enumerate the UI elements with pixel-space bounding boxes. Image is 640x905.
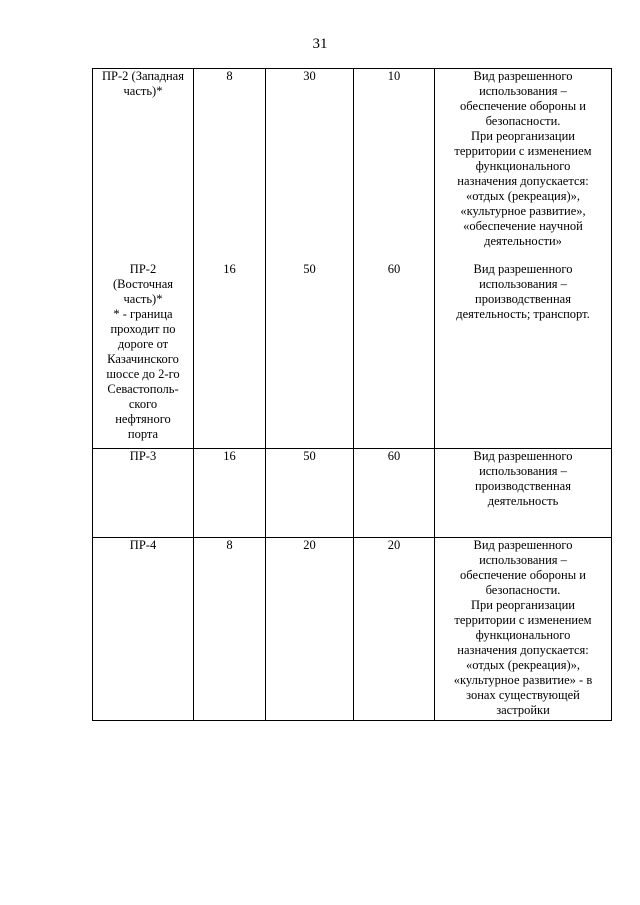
value-cell: 10 — [354, 69, 435, 262]
value-cell: 8 — [194, 69, 266, 262]
value-cell: 50 — [266, 449, 354, 538]
value-cell: 20 — [266, 538, 354, 721]
value-cell: 20 — [354, 538, 435, 721]
page-number: 31 — [312, 36, 328, 52]
value-cell: 60 — [354, 262, 435, 449]
value-cell: 50 — [266, 262, 354, 449]
table-row — [93, 262, 612, 449]
table-row — [93, 449, 612, 538]
value-cell: 16 — [194, 449, 266, 538]
value-cell: 60 — [354, 449, 435, 538]
value-cell: 30 — [266, 69, 354, 262]
zoning-table — [92, 68, 612, 721]
zone-cell: ПР-4 — [93, 538, 194, 721]
zone-cell: ПР-2 (Западная часть)* — [93, 69, 194, 262]
value-cell: 16 — [194, 262, 266, 449]
description-cell: Вид разрешенного использования – обеспечение обороны и безопасности. При реорганизации территории с изменением функционального назначения допускается: «отдых (рекреация)», «культурное развитие», «обеспечение научной деятельности» — [435, 69, 612, 262]
description-cell: Вид разрешенного использования – производственная деятельность; транспорт. — [435, 262, 612, 449]
zone-cell: ПР-2 (Восточная часть)* * - граница проходит по дороге от Казачинского шоссе до 2-го Севастополь- ского нефтяного порта — [93, 262, 194, 449]
table-row — [93, 69, 612, 262]
table-row — [93, 538, 612, 721]
description-cell: Вид разрешенного использования – производственная деятельность — [435, 449, 612, 538]
value-cell: 8 — [194, 538, 266, 721]
description-cell: Вид разрешенного использования – обеспечение обороны и безопасности. При реорганизации территории с изменением функционального назначения допускается: «отдых (рекреация)», «культурное развитие» - в зонах существующей застройки — [435, 538, 612, 721]
zone-cell: ПР-3 — [93, 449, 194, 538]
